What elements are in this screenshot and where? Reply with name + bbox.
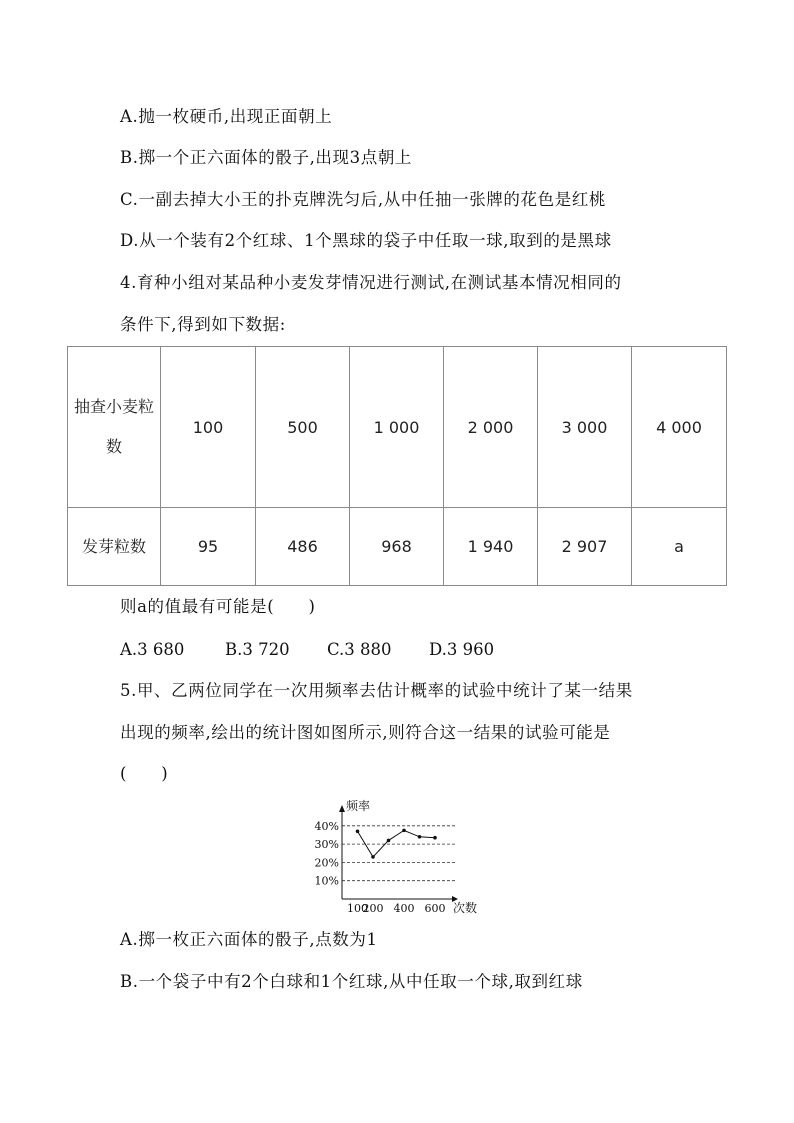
option-a-die-one: A.掷一枚正六面体的骰子,点数为1 [120,930,378,949]
data-point [356,829,360,833]
table-cell: a [632,508,727,586]
wheat-data-table [67,346,727,586]
option-d-balls: D.从一个装有2个红球、1个黑球的袋子中任取一球,取到的是黑球 [120,231,612,250]
data-point [433,836,437,840]
y-tick-label: 40% [314,819,339,833]
question-4-prompt: 则a的值最有可能是( ) [120,597,316,616]
table-cell: 486 [256,508,350,586]
table-row [68,508,727,586]
option-b-die: B.掷一个正六面体的骰子,出现3点朝上 [120,148,413,167]
series-line [358,830,436,857]
y-tick-label: 30% [314,838,339,852]
y-tick-label: 20% [314,856,339,870]
table-cell: 2 907 [538,508,632,586]
question-5-text-cont: 出现的频率,绘出的统计图如图所示,则符合这一结果的试验可能是 [120,723,611,742]
x-tick-label: 400 [393,902,415,915]
x-tick-label: 100 [347,902,368,915]
question-4-text: 4.育种小组对某品种小麦发芽情况进行测试,在测试基本情况相同的 [120,273,622,292]
y-axis-label: 频率 [346,799,371,813]
table-cell: 1 000 [350,347,444,508]
data-point [402,829,406,833]
table-cell: 1 940 [444,508,538,586]
table-cell: 2 000 [444,347,538,508]
x-tick-label: 600 [424,902,446,915]
data-point [387,839,391,843]
table-header-germinated: 发芽粒数 [68,508,161,586]
table-cell: 4 000 [632,347,727,508]
option-b-bag-red: B.一个袋子中有2个白球和1个红球,从中任取一个球,取到红球 [120,972,583,991]
header-text-a: 抽查小麦粒 [73,397,154,416]
table-cell: 968 [350,508,444,586]
option-b: B.3 720 [225,640,290,659]
question-5-text: 5.甲、乙两位同学在一次用频率去估计概率的试验中统计了某一结果 [120,681,633,700]
table-row [68,347,727,508]
question-5-brackets: ( ) [120,764,169,783]
data-point [371,855,375,859]
table-header-sampled [68,347,161,508]
x-axis-label: 次数 [453,901,478,915]
y-axis-arrow [339,805,345,812]
option-a-coin: A.抛一枚硬币,出现正面朝上 [120,107,333,126]
table-cell: 100 [161,347,256,508]
option-a: A.3 680 [120,640,185,659]
data-point [418,835,422,839]
question-4-text-cont: 条件下,得到如下数据: [120,315,286,334]
x-tick-label: 200 [362,902,384,915]
option-d: D.3 960 [429,640,495,659]
table-cell: 95 [161,508,256,586]
question-4-options [120,639,494,661]
table-cell: 3 000 [538,347,632,508]
y-tick-label: 10% [314,874,339,888]
table-cell: 500 [256,347,350,508]
frequency-chart [300,796,500,916]
header-text-b: 数 [105,437,122,456]
option-c: C.3 880 [327,640,392,659]
option-c-cards: C.一副去掉大小王的扑克牌洗匀后,从中任抽一张牌的花色是红桃 [120,190,607,209]
